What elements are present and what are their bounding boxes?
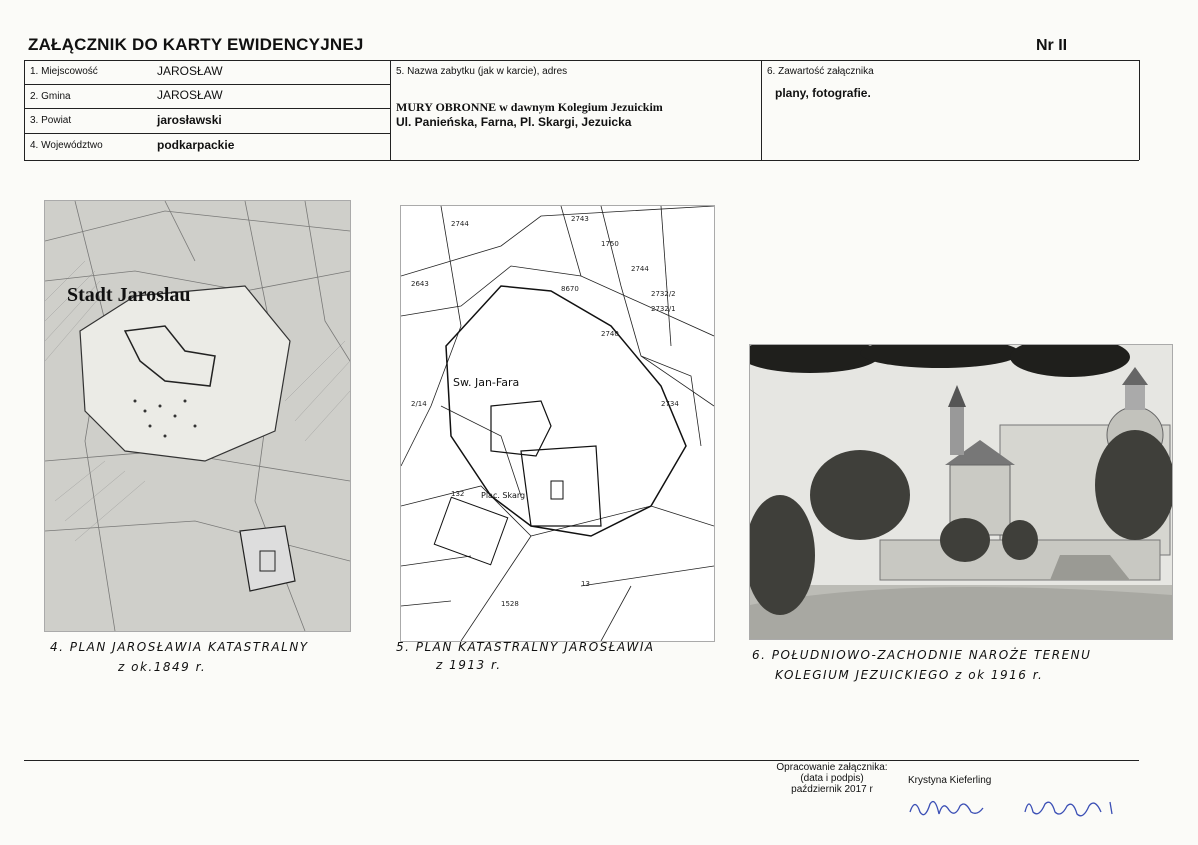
- svg-text:1750: 1750: [601, 240, 619, 248]
- svg-text:2740: 2740: [601, 330, 619, 338]
- table-top-border: [24, 60, 1139, 61]
- opracowanie-line2: (data i podpis): [800, 773, 864, 784]
- author-name: Krystyna Kieferling: [908, 775, 992, 786]
- svg-text:2643: 2643: [411, 280, 429, 288]
- gmina-label: 2. Gmina: [30, 91, 71, 102]
- photo-1916-drawing: [750, 345, 1172, 639]
- map-1849-drawing: [45, 201, 350, 631]
- wojewodztwo-label: 4. Województwo: [30, 140, 103, 151]
- zawartosc-label: 6. Zawartość załącznika: [767, 66, 874, 77]
- row-divider-1: [24, 84, 390, 85]
- caption-3-line1: 6. POŁUDNIOWO-ZACHODNIE NAROŻE TERENU: [752, 648, 1092, 662]
- signature: [905, 792, 1125, 827]
- miejscowosc-value: JAROSŁAW: [157, 64, 223, 78]
- plan-1913-label-church: Sw. Jan-Fara: [453, 376, 520, 389]
- nazwa-value-line1: MURY OBRONNE w dawnym Kolegium Jezuickim: [396, 100, 663, 114]
- cadastral-map-1849: [44, 200, 351, 632]
- svg-text:2744: 2744: [451, 220, 469, 228]
- footer-rule: [24, 760, 1139, 761]
- table-left-border: [24, 60, 25, 160]
- page-title: ZAŁĄCZNIK DO KARTY EWIDENCYJNEJ: [28, 35, 364, 54]
- wojewodztwo-value: podkarpackie: [157, 138, 235, 152]
- svg-text:2732/2: 2732/2: [651, 290, 676, 298]
- caption-2-line2: z 1913 r.: [436, 658, 502, 672]
- powiat-value: jarosławski: [157, 113, 222, 127]
- row-divider-3: [24, 133, 390, 134]
- opracowanie-date: październik 2017 r: [791, 784, 873, 795]
- svg-text:132: 132: [451, 490, 465, 498]
- caption-3-line2: KOLEGIUM JEZUICKIEGO z ok 1916 r.: [775, 668, 1044, 682]
- plan-1913-drawing: [401, 206, 714, 641]
- caption-1-line2: z ok.1849 r.: [118, 660, 207, 674]
- row-divider-2: [24, 108, 390, 109]
- nazwa-value-line2: Ul. Panieńska, Farna, Pl. Skargi, Jezuicka: [396, 115, 632, 129]
- zawartosc-value: plany, fotografie.: [775, 86, 871, 100]
- attachment-number: Nr II: [1036, 37, 1068, 54]
- powiat-label: 3. Powiat: [30, 115, 72, 126]
- opracowanie-label: [762, 762, 902, 795]
- svg-text:2743: 2743: [571, 215, 589, 223]
- opracowanie-line1: Opracowanie załącznika:: [776, 762, 888, 773]
- svg-text:1528: 1528: [501, 600, 519, 608]
- column-divider-1: [390, 60, 391, 160]
- table-right-border: [1139, 60, 1140, 160]
- svg-text:2744: 2744: [631, 265, 649, 273]
- caption-1-line1: 4. PLAN JAROSŁAWIA KATASTRALNY: [50, 640, 309, 654]
- svg-text:8670: 8670: [561, 285, 579, 293]
- svg-text:2/14: 2/14: [411, 400, 427, 408]
- miejscowosc-label: 1. Miejscowość: [30, 66, 98, 77]
- column-divider-2: [761, 60, 762, 160]
- svg-text:13: 13: [581, 580, 590, 588]
- gmina-value: JAROSŁAW: [157, 88, 223, 102]
- historic-photo-1916: [749, 344, 1173, 640]
- svg-text:2732/1: 2732/1: [651, 305, 676, 313]
- caption-2-line1: 5. PLAN KATASTRALNY JAROSŁAWIA: [396, 640, 655, 654]
- cadastral-plan-1913: [400, 205, 715, 642]
- plan-1913-label-square: Plac. Skarg: [481, 491, 526, 500]
- table-bottom-border: [24, 160, 1139, 161]
- map-1849-label: Stadt Jaroslau: [67, 284, 191, 306]
- nazwa-label: 5. Nazwa zabytku (jak w karcie), adres: [396, 66, 568, 77]
- svg-text:2734: 2734: [661, 400, 679, 408]
- signature-drawing: [905, 792, 1125, 822]
